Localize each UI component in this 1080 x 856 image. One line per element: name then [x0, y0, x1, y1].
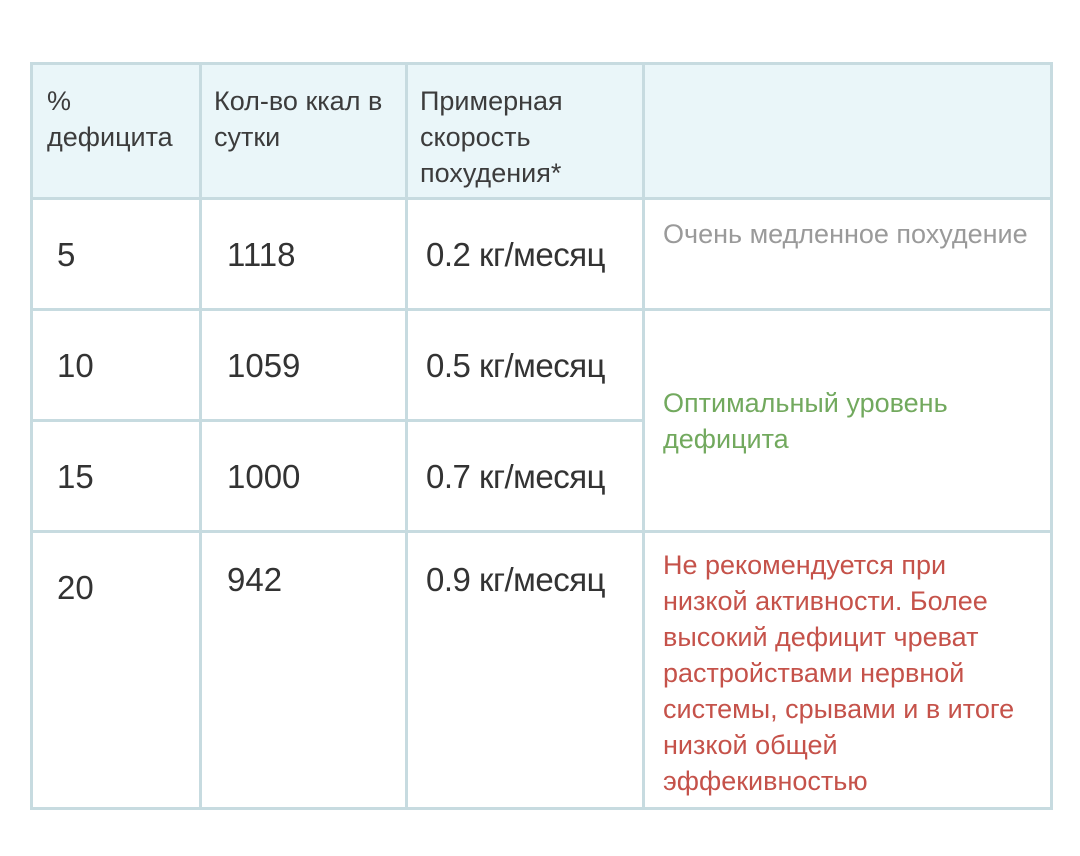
deficit-table-container	[30, 62, 1050, 810]
cell-speed: 0.9 кг/месяц	[407, 532, 644, 809]
cell-kcal: 942	[201, 532, 407, 809]
header-kcal-per-day: Кол-во ккал в сутки	[201, 64, 407, 199]
header-deficit-percent: % дефицита	[32, 64, 201, 199]
cell-speed: 0.5 кг/месяц	[407, 310, 644, 421]
cell-deficit: 10	[32, 310, 201, 421]
cell-kcal: 1059	[201, 310, 407, 421]
table-row	[32, 199, 1052, 310]
table-row	[32, 532, 1052, 809]
cell-kcal: 1000	[201, 421, 407, 532]
cell-kcal: 1118	[201, 199, 407, 310]
cell-speed: 0.7 кг/месяц	[407, 421, 644, 532]
cell-deficit: 15	[32, 421, 201, 532]
note-optimal: Оптимальный уровень дефицита	[663, 387, 948, 454]
cell-note-slow	[644, 199, 1052, 310]
note-warning: Не рекомендуется при низкой активности. Более высокий дефицит чреват растройствами нервной системы, срывами и в итоге низкой общей эффекивностью	[663, 550, 1015, 796]
cell-deficit: 20	[32, 532, 201, 809]
deficit-table	[30, 62, 1053, 810]
table-header-row	[32, 64, 1052, 199]
cell-deficit: 5	[32, 199, 201, 310]
cell-speed: 0.2 кг/месяц	[407, 199, 644, 310]
header-note	[644, 64, 1052, 199]
header-weight-loss-speed: Примерная скорость похудения*	[407, 64, 644, 199]
note-slow: Очень медленное похудение	[663, 219, 1028, 249]
cell-note-warning	[644, 532, 1052, 809]
cell-note-optimal	[644, 310, 1052, 532]
table-row	[32, 310, 1052, 421]
